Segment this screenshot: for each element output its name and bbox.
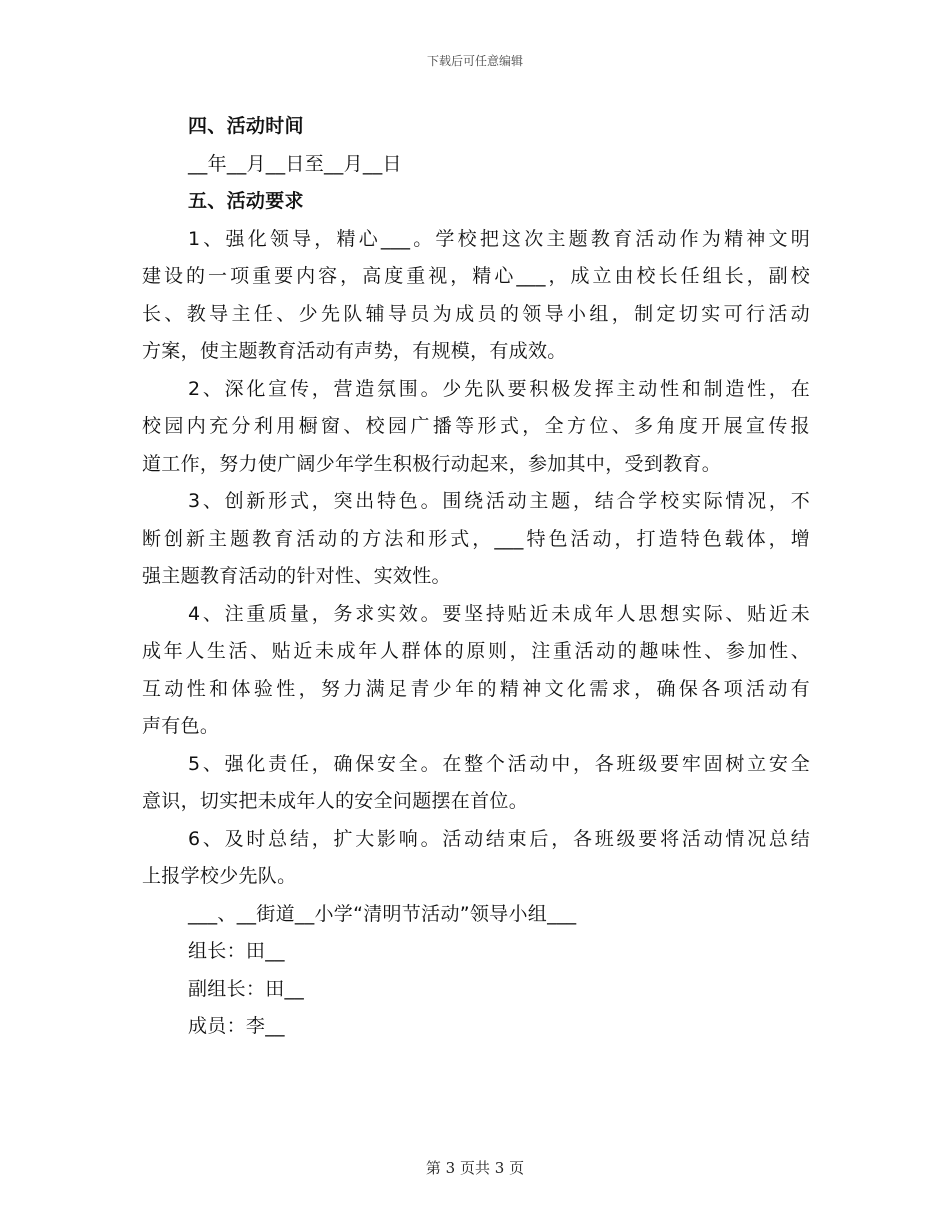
paragraph-line: 方案，使主题教育活动有声势，有规模，有成效。 [142, 340, 567, 362]
paragraph-line: 互动性和体验性，努力满足青少年的精神文化需求，确保各项活动有 [142, 677, 810, 700]
section-heading-requirements: 五、活动要求 [188, 190, 304, 212]
paragraph-line: 道工作，努力使广阔少年学生积极行动起来，参加其中，受到教育。 [142, 452, 722, 475]
members-line: 成员：李__ [188, 1015, 285, 1037]
paragraph-line: 3、创新形式，突出特色。围绕活动主题，结合学校实际情况，不 [188, 490, 810, 512]
paragraph-line: 长、教导主任、少先队辅导员为成员的领导小组，制定切实可行活动 [142, 302, 810, 325]
page-header-note: 下载后可任意编辑 [426, 54, 523, 68]
paragraph-line: 6、及时总结，扩大影响。活动结束后，各班级要将活动情况总结 [188, 827, 810, 850]
paragraph-line: 上报学校少先队。 [142, 865, 297, 887]
paragraph-line: 4、注重质量，务求实效。要坚持贴近未成年人思想实际、贴近未 [188, 602, 810, 625]
paragraph-line: 校园内充分利用橱窗、校园广播等形式，全方位、多角度开展宣传报 [142, 415, 810, 437]
leadership-group-title: ___、__街道__小学“清明节活动”领导小组___ [188, 902, 577, 925]
document-body [142, 108, 810, 1046]
deputy-leader-line: 副组长：田__ [188, 977, 305, 1000]
group-leader-line: 组长：田__ [188, 940, 285, 962]
paragraph-line: 成年人生活、贴近未成年人群体的原则，注重活动的趣味性、参加性、 [142, 640, 810, 662]
page-footer-number: 第 3 页共 3 页 [425, 1159, 525, 1177]
paragraph-line: 声有色。 [142, 715, 220, 737]
paragraph-line: 2、深化宣传，营造氛围。少先队要积极发挥主动性和制造性，在 [188, 377, 810, 400]
paragraph-line: 5、强化责任，确保安全。在整个活动中，各班级要牢固树立安全 [188, 752, 810, 775]
paragraph-line: 断创新主题教育活动的方法和形式，___特色活动，打造特色载体，增 [142, 527, 810, 550]
paragraph-line: 1、强化领导，精心___。学校把这次主题教育活动作为精神文明 [188, 227, 810, 250]
paragraph-line: 意识，切实把未成年人的安全问题摆在首位。 [142, 790, 529, 812]
section-heading-activity-time: 四、活动时间 [188, 115, 304, 137]
paragraph-line: 建设的一项重要内容，高度重视，精心___，成立由校长任组长，副校 [142, 265, 810, 287]
paragraph-line: 强主题教育活动的针对性、实效性。 [142, 565, 451, 587]
activity-date-line: __年__月__日至__月__日 [188, 152, 402, 175]
